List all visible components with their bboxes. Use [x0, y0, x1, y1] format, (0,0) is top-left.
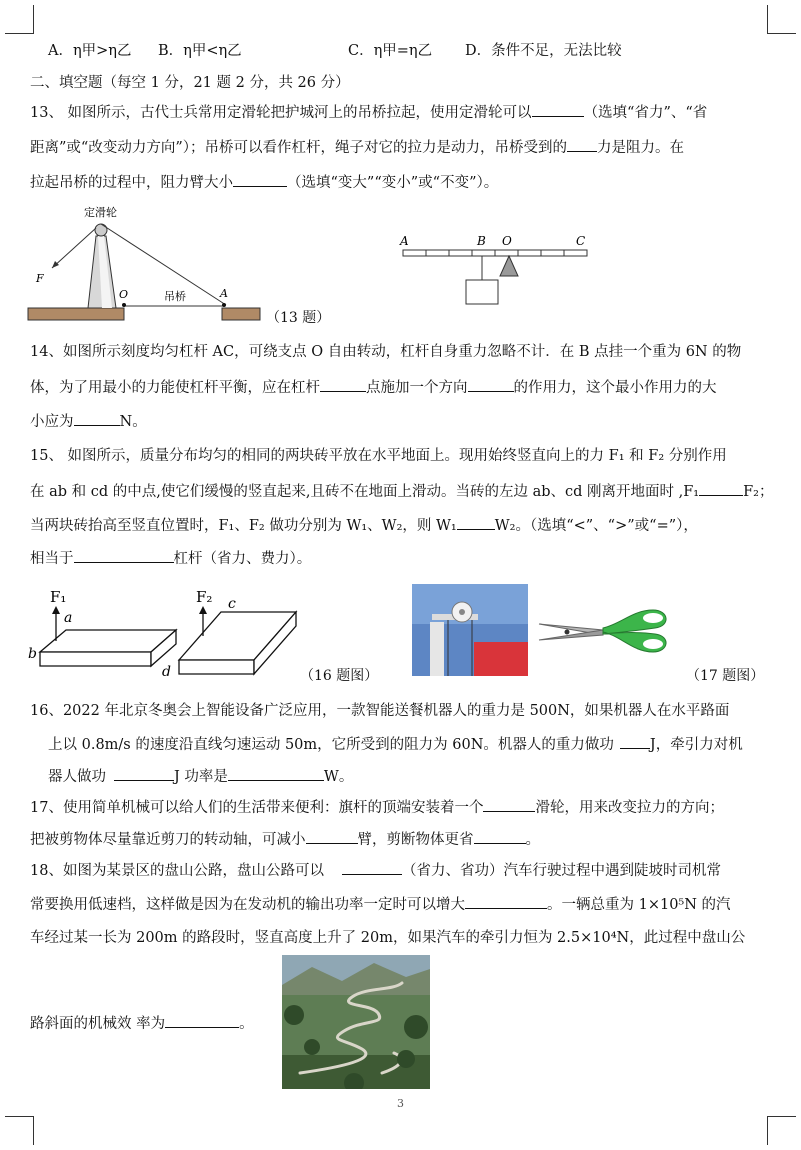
q15-blank-1[interactable] [699, 481, 743, 496]
q17-line-2 [30, 829, 775, 850]
q13-text-3b: （选填“变大”“变小”或“不变”）。 [287, 175, 499, 191]
q17-blank-3[interactable] [474, 829, 526, 844]
q17-blank-1[interactable] [483, 797, 535, 812]
q18-line-1 [30, 860, 775, 881]
q16-blank-3[interactable] [228, 766, 324, 781]
q18-line-3: 车经过某一长为 200m 的路段时，竖直高度上升了 20m，如果汽车的牵引力恒为 2.5×10⁴N，此过程中盘山公 [30, 930, 746, 946]
q14-blank-1[interactable] [320, 377, 366, 392]
flagpole-pulley-photo [412, 584, 528, 676]
option-d: D．条件不足，无法比较 [465, 43, 622, 59]
q16-blank-2[interactable] [114, 766, 174, 781]
q14-line-2 [30, 377, 775, 398]
q16-text-3c: W。 [323, 769, 354, 785]
scissors-icon [537, 600, 673, 660]
q16-text-2a: 上以 0.8m/s 的速度沿直线匀速运动 50m，它所受到的阻力为 60N。机器人的重力做功 [48, 737, 614, 753]
q14-blank-2[interactable] [468, 377, 514, 392]
q14-text-3b: N。 [119, 414, 147, 430]
q16-line-2 [48, 734, 793, 755]
q13-text-3a: 拉起吊桥的过程中，阻力臂大小 [30, 175, 233, 191]
q13-text-1a: 13、 如图所示，古代士兵常用定滑轮把护城河上的吊桥拉起，使用定滑轮可以 [30, 105, 532, 121]
q14-text-2c: 的作用力，这个最小作用力的大 [513, 380, 717, 396]
q18-blank-2[interactable] [465, 894, 547, 909]
label-bridge: 吊桥 [164, 290, 186, 303]
q18-text-1a: 18、如图为某景区的盘山公路，盘山公路可以 [30, 863, 324, 879]
q14-blank-3[interactable] [74, 411, 120, 426]
q17-text-2c: 。 [525, 832, 540, 848]
q14-line-1: 14、如图所示刻度均匀杠杆 AC，可绕支点 O 自由转动，杠杆自身重力忽略不计．在 B 点挂一个重为 6N 的物 [30, 344, 742, 360]
crop-mark-bottom-left [5, 1116, 34, 1145]
q15-text-2b: F₂； [743, 484, 774, 500]
label-F: F [36, 272, 44, 285]
q18-text-1b: （省力、省功）汽车行驶过程中遇到陡坡时司机常 [401, 863, 721, 879]
q13-text-1b: （选填“省力”、“省 [583, 105, 708, 121]
label-c: c [228, 596, 236, 612]
q13-text-2b: 力是阻力。在 [597, 140, 684, 156]
q16-line-1: 16、2022 年北京冬奥会上智能设备广泛应用，一款智能送餐机器人的重力是 500N，如果机器人在水平路面 [30, 703, 730, 719]
q15-text-2a: 在 ab 和 cd 的中点,使它们缓慢的竖直起来,且砖不在地面上滑动。当砖的左边 ab、cd 刚离开地面时 ,F₁ [30, 484, 700, 500]
q13-blank-2[interactable] [567, 137, 597, 152]
q18-line-4 [30, 1013, 775, 1034]
label-F2: F₂ [196, 588, 213, 606]
lever-label-B: B [477, 234, 486, 248]
q15-text-3a: 当两块砖抬高至竖直位置时，F₁、F₂ 做功分别为 W₁、W₂，则 W₁ [30, 518, 457, 534]
q16-blank-1[interactable] [620, 734, 650, 749]
lever-label-C: C [576, 234, 586, 248]
q13-blank-3[interactable] [233, 172, 287, 187]
q15-line-1: 15、 如图所示，质量分布均匀的相同的两块砖平放在水平地面上。现用始终竖直向上的力 F₁ 和 F₂ 分别作用 [30, 448, 727, 464]
q17-text-1b: 滑轮，用来改变拉力的方向； [535, 800, 724, 816]
q17-blank-2[interactable] [306, 829, 358, 844]
q14-text-3a: 小应为 [30, 414, 74, 430]
q18-text-2a: 常要换用低速档，这样做是因为在发动机的输出功率一定时可以增大 [30, 897, 465, 913]
q15-blank-3[interactable] [74, 548, 174, 563]
option-c: C．η甲=η乙 [348, 43, 433, 59]
label-b: b [28, 646, 37, 662]
q16-text-3a: 器人做功 [48, 769, 106, 785]
q17-text-2a: 把被剪物体尽量靠近剪刀的转动轴，可减小 [30, 832, 306, 848]
crop-mark-top-right [767, 5, 796, 34]
q13-line-1 [30, 102, 775, 123]
lever-figure [398, 232, 598, 308]
q18-text-4b: 。 [239, 1016, 254, 1032]
q15-text-4b: 杠杆（省力、费力）。 [173, 551, 312, 567]
lever-label-O: O [502, 234, 512, 248]
q15-line-3 [30, 515, 775, 536]
crop-mark-top-left [5, 5, 34, 34]
q18-blank-3[interactable] [165, 1013, 239, 1028]
label-O: O [119, 288, 129, 301]
q13-blank-1[interactable] [532, 102, 584, 117]
caption-13: （13 题） [266, 310, 331, 326]
q15-text-3b: W₂。（选填“<”、“>”或“=”）， [494, 518, 698, 534]
label-F1: F₁ [50, 588, 67, 606]
q17-text-2b: 臂，剪断物体更省 [357, 832, 474, 848]
option-a: A．η甲>η乙 [48, 43, 132, 59]
q16-text-2b: J，牵引力对机 [649, 737, 743, 753]
q14-text-2a: 体，为了用最小的力能使杠杆平衡，应在杠杆 [30, 380, 320, 396]
q13-line-3 [30, 172, 775, 193]
q16-text-3b: J 功率是 [174, 769, 228, 785]
q16-line-3 [48, 766, 793, 787]
q15-text-4a: 相当于 [30, 551, 74, 567]
q15-blank-2[interactable] [457, 515, 495, 530]
q18-line-2 [30, 894, 775, 915]
page-number: 3 [397, 1097, 404, 1110]
q17-text-1a: 17、使用简单机械可以给人们的生活带来便利：旗杆的顶端安装着一个 [30, 800, 484, 816]
option-b: B．η甲<η乙 [158, 43, 242, 59]
drawbridge-figure [26, 202, 266, 324]
bricks-figure [26, 588, 302, 684]
q18-blank-1[interactable] [342, 860, 402, 875]
q17-line-1 [30, 797, 775, 818]
label-pulley: 定滑轮 [84, 206, 117, 219]
q15-line-4 [30, 548, 775, 569]
q15-line-2 [30, 481, 775, 502]
q13-line-2 [30, 137, 775, 158]
q14-text-2b: 点施加一个方向 [366, 380, 468, 396]
q18-text-4a: 路斜面的机械效 率为 [30, 1016, 166, 1032]
lever-label-A: A [400, 234, 409, 248]
q14-line-3 [30, 411, 775, 432]
section-title: 二、填空题（每空 1 分，21 题 2 分，共 26 分） [30, 75, 350, 91]
caption-16: （16 题图） [300, 668, 379, 684]
label-A: A [220, 287, 228, 300]
q18-text-2b: 。一辆总重为 1×10⁵N 的汽 [547, 897, 731, 913]
label-a: a [64, 610, 73, 626]
q13-text-2a: 距离”或“改变动力方向”）；吊桥可以看作杠杆，绳子对它的拉力是动力，吊桥受到的 [30, 140, 567, 156]
label-d: d [162, 664, 171, 680]
crop-mark-bottom-right [767, 1116, 796, 1145]
caption-17: （17 题图） [686, 668, 765, 684]
